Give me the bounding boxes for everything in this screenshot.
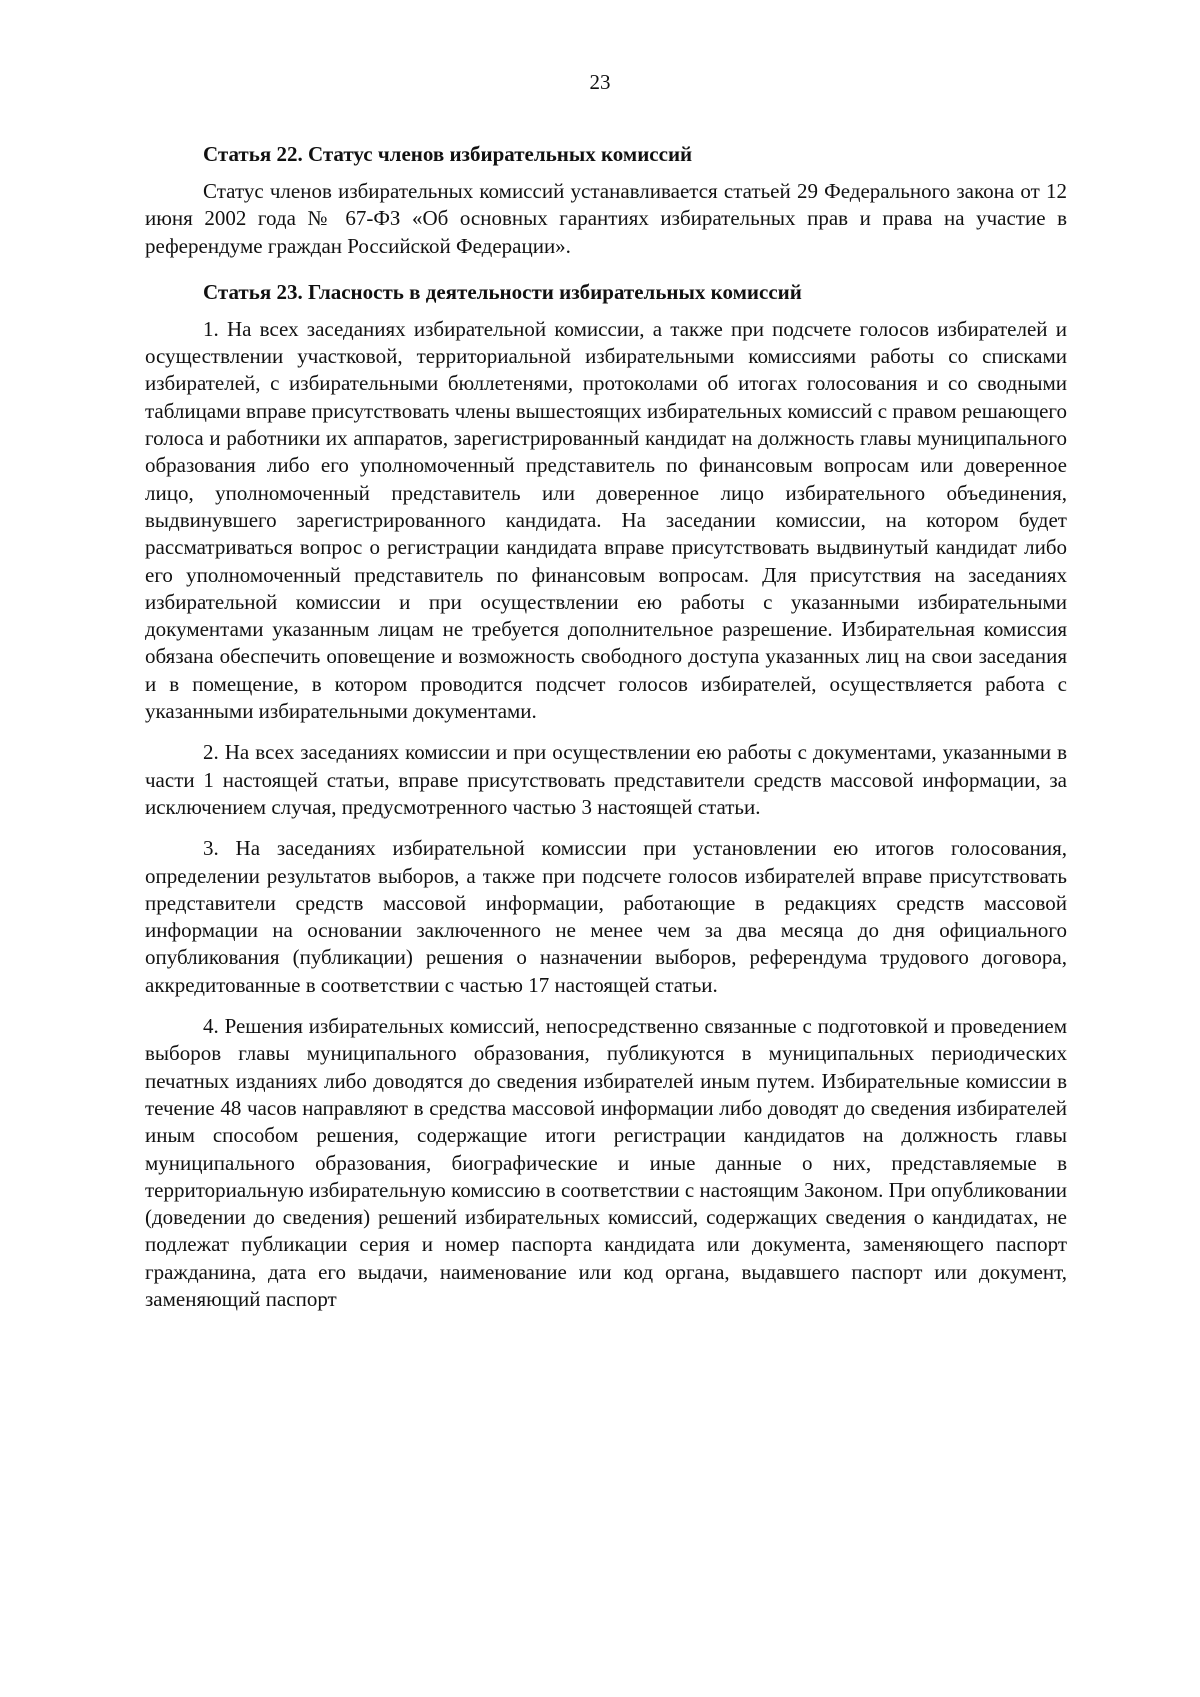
article-23-paragraph-1: 1. На всех заседаниях избирательной комиссии, а также при подсчете голосов избирателей и осуществлении участковой, территориальной избирательными комиссиями работы со списками избирателей, с избирательными бюллетенями, протоколами об итогах голосования и со сводными таблицами вправе присутствовать члены вышестоящих избирательных комиссий с правом решающего голоса и работники их аппаратов, зарегистрированный кандидат на должность главы муниципального образования либо его уполномоченный представитель по финансовым вопросам или доверенное лицо, уполномоченный представитель или доверенное лицо избирательного объединения, выдвинувшего зарегистрированного кандидата. На заседании комиссии, на котором будет рассматриваться вопрос о регистрации кандидата вправе присутствовать выдвинутый кандидат либо его уполномоченный представитель по финансовым вопросам. Для присутствия на заседаниях избирательной комиссии и при осуществлении ею работы с указанными избирательными документами указанным лицам не требуется дополнительное разрешение. Избирательная комиссия обязана обеспечить оповещение и возможность свободного доступа указанных лиц на свои заседания и в помещение, в котором проводится подсчет голосов избирателей, осуществляется работа с указанными избирательными документами. [145, 316, 1067, 724]
article-23-paragraph-3: 3. На заседаниях избирательной комиссии при установлении ею итогов голосования, определении результатов выборов, а также при подсчете голосов избирателей вправе присутствовать представители средств массовой информации, работающие в редакциях средств массовой информации на основании заключенного не менее чем за два месяца до дня официального опубликования (публикации) решения о назначении выборов, референдума трудового договора, аккредитованные в соответствии с частью 17 настоящей статьи. [145, 836, 1067, 997]
article-23-paragraph-2: 2. На всех заседаниях комиссии и при осуществлении ею работы с документами, указанными в части 1 настоящей статьи, вправе присутствовать представители средств массовой информации, за исключением случая, предусмотренного частью 3 настоящей статьи. [145, 740, 1067, 819]
page-number: 23 [589, 70, 611, 94]
article-23-paragraph-4: 4. Решения избирательных комиссий, непосредственно связанные с подготовкой и проведением выборов главы муниципального образования, публикуются в муниципальных периодических печатных изданиях либо доводятся до сведения избирателей иным путем. Избирательные комиссии в течение 48 часов направляют в средства массовой информации либо доводят до сведения избирателей иным способом решения, содержащие итоги регистрации кандидатов на должность главы муниципального образования, биографические и иные данные о них, представляемые в территориальную избирательную комиссию в соответствии с настоящим Законом. При опубликовании (доведении до сведения) решений избирательных комиссий, содержащих сведения о кандидатах, не подлежат публикации серия и номер паспорта кандидата или документа, заменяющего паспорт гражданина, дата его выдачи, наименование или код органа, выдавшего паспорт или документ, заменяющий паспорт [145, 1014, 1067, 1311]
article-22-text: Статус членов избирательных комиссий устанавливается статьей 29 Федерального закона от 12 июня 2002 года № 67-ФЗ «Об основных гарантиях избирательных прав и права на участие в референдуме граждан Российской Федерации». [145, 179, 1067, 258]
article-23-heading: Статья 23. Гласность в деятельности избирательных комиссий [203, 279, 802, 304]
article-22-heading: Статья 22. Статус членов избирательных комиссий [203, 142, 693, 166]
page-content [145, 142, 1067, 1313]
